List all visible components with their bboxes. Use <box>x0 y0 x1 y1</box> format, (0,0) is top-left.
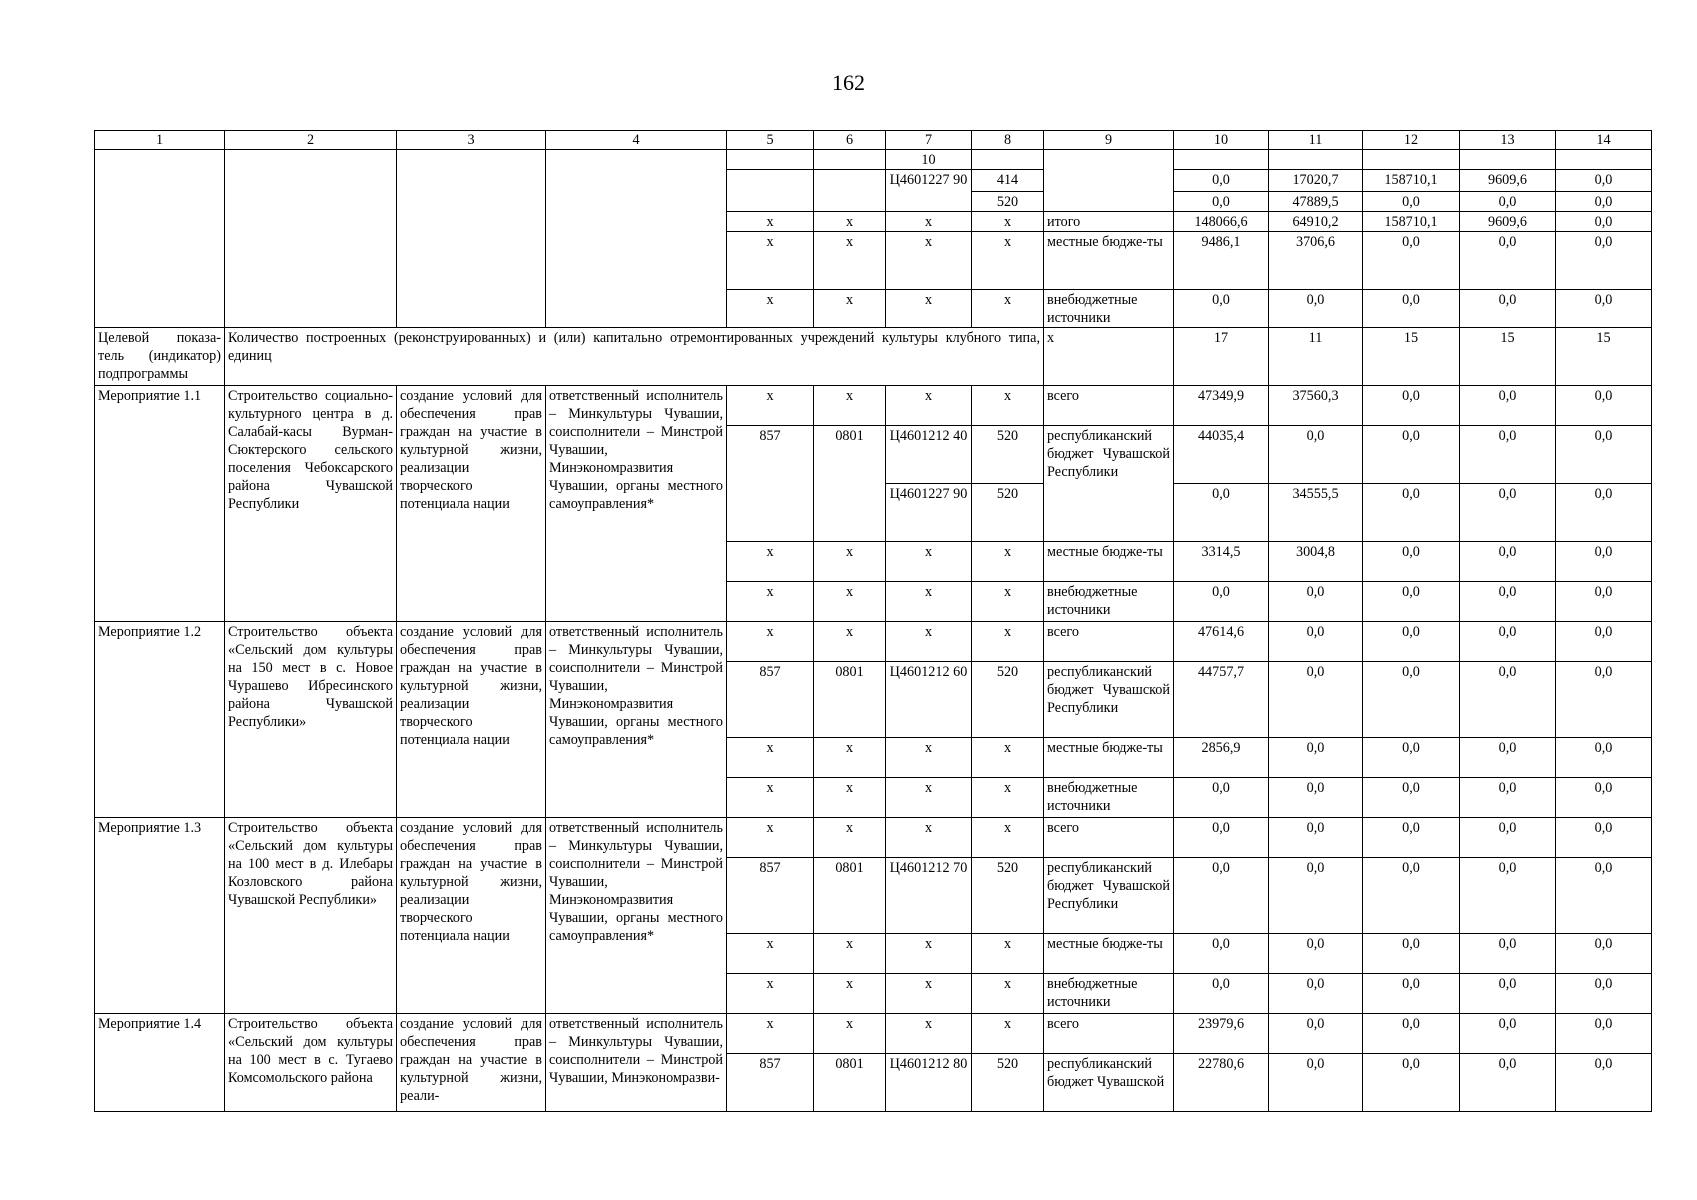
value-cell: 0,0 <box>1460 1054 1556 1112</box>
value-cell: 0,0 <box>1460 974 1556 1014</box>
cell: x <box>972 232 1044 290</box>
cell: 0801 <box>814 662 886 738</box>
source-cell: республиканский бюджет Чувашской Республики <box>1044 426 1174 542</box>
cell: x <box>814 386 886 426</box>
cell: x <box>972 738 1044 778</box>
value-cell: 0,0 <box>1363 974 1460 1014</box>
value-cell: 47349,9 <box>1174 386 1269 426</box>
value-cell: 0,0 <box>1269 290 1363 328</box>
value-cell: 0,0 <box>1556 622 1652 662</box>
cell: x <box>727 212 814 232</box>
source-cell: всего <box>1044 818 1174 858</box>
header-cell: 10 <box>1174 131 1269 150</box>
header-cell: 3 <box>397 131 546 150</box>
table-row <box>95 818 1652 858</box>
cell: x <box>727 934 814 974</box>
event-responsible: ответственный исполнитель – Минкультуры Чувашии, соисполнители – Минстрой Чувашии, Минэкономразви- <box>546 1014 727 1112</box>
cell: 0801 <box>814 1054 886 1112</box>
value-cell: 9609,6 <box>1460 170 1556 192</box>
cell: x <box>727 778 814 818</box>
target-indicator-row <box>95 328 1652 386</box>
source-cell: местные бюдже-ты <box>1044 542 1174 582</box>
value-cell: 0,0 <box>1363 622 1460 662</box>
cell: Ц4601227 90 <box>886 484 972 542</box>
value-cell: 0,0 <box>1460 192 1556 212</box>
source-cell: местные бюдже-ты <box>1044 232 1174 290</box>
cell <box>1363 150 1460 170</box>
event-name: Мероприятие 1.4 <box>95 1014 225 1112</box>
value-cell: 3004,8 <box>1269 542 1363 582</box>
value-cell: 0,0 <box>1460 738 1556 778</box>
value-cell: 158710,1 <box>1363 212 1460 232</box>
value-cell: 0,0 <box>1460 582 1556 622</box>
cell <box>1044 150 1174 212</box>
cell: 520 <box>972 662 1044 738</box>
cell: x <box>972 1014 1044 1054</box>
header-cell: 6 <box>814 131 886 150</box>
cell: x <box>814 212 886 232</box>
cell: 857 <box>727 662 814 738</box>
event-description: Строительство объекта «Сельский дом культуры на 100 мест в с. Тугаево Комсомольского района <box>225 1014 397 1112</box>
event-goal: создание условий для обеспечения прав граждан на участие в культурной жизни, реализации творческого потенциала нации <box>397 622 546 818</box>
cell <box>546 150 727 328</box>
value-cell: 0,0 <box>1269 426 1363 484</box>
value-cell: 0,0 <box>1363 386 1460 426</box>
cell: x <box>886 232 972 290</box>
event-responsible: ответственный исполнитель – Минкультуры Чувашии, соисполнители – Минстрой Чувашии, Минэкономразвития Чувашии, органы местного самоуправления* <box>546 386 727 622</box>
event-goal: создание условий для обеспечения прав граждан на участие в культурной жизни, реализации творческого потенциала нации <box>397 818 546 1014</box>
cell <box>397 150 546 328</box>
value-cell: 47889,5 <box>1269 192 1363 212</box>
cell: Ц4601227 90 <box>886 170 972 212</box>
header-cell: 13 <box>1460 131 1556 150</box>
cell <box>1174 150 1269 170</box>
target-indicator-label: Целевой показа-тель (индикатор) подпрограммы <box>95 328 225 386</box>
event-description: Строительство объекта «Сельский дом культуры на 100 мест в д. Илебары Козловского района Чувашской Республики» <box>225 818 397 1014</box>
header-cell: 7 <box>886 131 972 150</box>
value-cell: 0,0 <box>1556 738 1652 778</box>
value-cell: 0,0 <box>1363 484 1460 542</box>
value-cell: 0,0 <box>1174 858 1269 934</box>
budget-table <box>94 130 1652 1112</box>
cell: x <box>886 778 972 818</box>
value-cell: 15 <box>1556 328 1652 386</box>
header-cell: 14 <box>1556 131 1652 150</box>
value-cell: 0,0 <box>1363 426 1460 484</box>
value-cell: 22780,6 <box>1174 1054 1269 1112</box>
cell: x <box>972 212 1044 232</box>
cell: x <box>886 542 972 582</box>
cell: Ц4601212 40 <box>886 426 972 484</box>
cell: 857 <box>727 1054 814 1112</box>
source-cell: республиканский бюджет Чувашской Республики <box>1044 858 1174 934</box>
value-cell: 0,0 <box>1460 484 1556 542</box>
value-cell: 0,0 <box>1269 974 1363 1014</box>
value-cell: 0,0 <box>1460 542 1556 582</box>
cell <box>727 150 814 170</box>
cell: x <box>727 386 814 426</box>
cell: x <box>972 934 1044 974</box>
value-cell: 0,0 <box>1363 542 1460 582</box>
cell: x <box>972 818 1044 858</box>
cell: x <box>814 582 886 622</box>
source-cell: местные бюдже-ты <box>1044 934 1174 974</box>
cell <box>972 150 1044 170</box>
cell: x <box>886 622 972 662</box>
source-cell: всего <box>1044 386 1174 426</box>
cell: x <box>972 778 1044 818</box>
value-cell: 0,0 <box>1460 426 1556 484</box>
value-cell: 0,0 <box>1363 662 1460 738</box>
value-cell: 0,0 <box>1556 974 1652 1014</box>
value-cell: 34555,5 <box>1269 484 1363 542</box>
value-cell: 0,0 <box>1460 778 1556 818</box>
value-cell: 0,0 <box>1269 818 1363 858</box>
header-cell: 9 <box>1044 131 1174 150</box>
cell: x <box>727 582 814 622</box>
value-cell: 0,0 <box>1174 818 1269 858</box>
cell: x <box>972 974 1044 1014</box>
event-goal: создание условий для обеспечения прав граждан на участие в культурной жизни, реали- <box>397 1014 546 1112</box>
header-cell: 8 <box>972 131 1044 150</box>
cell: Ц4601212 70 <box>886 858 972 934</box>
cell: x <box>727 974 814 1014</box>
value-cell: 17020,7 <box>1269 170 1363 192</box>
value-cell: 0,0 <box>1556 582 1652 622</box>
value-cell: 47614,6 <box>1174 622 1269 662</box>
value-cell: 0,0 <box>1460 386 1556 426</box>
value-cell: 0,0 <box>1269 738 1363 778</box>
value-cell: 0,0 <box>1460 290 1556 328</box>
value-cell: 0,0 <box>1556 934 1652 974</box>
value-cell: 0,0 <box>1556 212 1652 232</box>
cell: x <box>814 974 886 1014</box>
cell: 414 <box>972 170 1044 192</box>
value-cell: 0,0 <box>1460 622 1556 662</box>
value-cell: 0,0 <box>1363 582 1460 622</box>
cell: x <box>727 542 814 582</box>
cell: 857 <box>727 426 814 542</box>
value-cell: 0,0 <box>1174 484 1269 542</box>
cell: x <box>886 212 972 232</box>
value-cell: 0,0 <box>1460 858 1556 934</box>
cell: 520 <box>972 426 1044 484</box>
header-cell: 11 <box>1269 131 1363 150</box>
cell <box>1460 150 1556 170</box>
source-cell: внебюджетные источники <box>1044 290 1174 328</box>
value-cell: 0,0 <box>1556 426 1652 484</box>
value-cell: 0,0 <box>1363 192 1460 212</box>
cell: x <box>886 386 972 426</box>
cell: 857 <box>727 858 814 934</box>
value-cell: 0,0 <box>1269 858 1363 934</box>
cell: x <box>886 1014 972 1054</box>
cell: x <box>814 778 886 818</box>
page-number: 162 <box>832 70 865 95</box>
cell: x <box>814 622 886 662</box>
event-goal: создание условий для обеспечения прав граждан на участие в культурной жизни, реализации творческого потенциала нации <box>397 386 546 622</box>
cell: Ц4601212 80 <box>886 1054 972 1112</box>
header-cell: 2 <box>225 131 397 150</box>
value-cell: 0,0 <box>1269 582 1363 622</box>
cell: x <box>886 974 972 1014</box>
source-cell: внебюджетные источники <box>1044 974 1174 1014</box>
event-responsible: ответственный исполнитель – Минкультуры Чувашии, соисполнители – Минстрой Чувашии, Минэкономразвития Чувашии, органы местного самоуправления* <box>546 818 727 1014</box>
value-cell: 0,0 <box>1556 232 1652 290</box>
source-cell: итого <box>1044 212 1174 232</box>
event-description: Строительство объекта «Сельский дом культуры на 150 мест в с. Новое Чурашево Ибресинского района Чувашской Республики» <box>225 622 397 818</box>
value-cell: 44035,4 <box>1174 426 1269 484</box>
cell <box>814 170 886 212</box>
cell: x <box>972 290 1044 328</box>
value-cell: 17 <box>1174 328 1269 386</box>
value-cell: 9486,1 <box>1174 232 1269 290</box>
cell: 0801 <box>814 858 886 934</box>
value-cell: 0,0 <box>1460 818 1556 858</box>
value-cell: 0,0 <box>1269 778 1363 818</box>
event-name: Мероприятие 1.1 <box>95 386 225 622</box>
cell: x <box>727 738 814 778</box>
value-cell: 44757,7 <box>1174 662 1269 738</box>
value-cell: 0,0 <box>1556 386 1652 426</box>
cell <box>225 150 397 328</box>
cell: x <box>814 542 886 582</box>
cell: x <box>727 290 814 328</box>
value-cell: 0,0 <box>1363 934 1460 974</box>
cell: 520 <box>972 1054 1044 1112</box>
value-cell: 158710,1 <box>1363 170 1460 192</box>
cell: x <box>727 622 814 662</box>
value-cell: 15 <box>1460 328 1556 386</box>
source-cell: республиканский бюджет Чувашской Республики <box>1044 662 1174 738</box>
value-cell: 0,0 <box>1174 974 1269 1014</box>
cell: 520 <box>972 484 1044 542</box>
source-cell: внебюджетные источники <box>1044 582 1174 622</box>
table-row <box>95 150 1652 170</box>
cell: x <box>886 290 972 328</box>
value-cell: 0,0 <box>1363 1054 1460 1112</box>
event-name: Мероприятие 1.2 <box>95 622 225 818</box>
value-cell: 0,0 <box>1174 582 1269 622</box>
header-cell: 1 <box>95 131 225 150</box>
value-cell: 0,0 <box>1556 484 1652 542</box>
event-name: Мероприятие 1.3 <box>95 818 225 1014</box>
cell: x <box>886 738 972 778</box>
value-cell: 0,0 <box>1556 818 1652 858</box>
value-cell: 0,0 <box>1363 818 1460 858</box>
value-cell: 0,0 <box>1269 662 1363 738</box>
value-cell: 0,0 <box>1556 1054 1652 1112</box>
cell: x <box>727 232 814 290</box>
value-cell: 0,0 <box>1174 934 1269 974</box>
cell: x <box>727 1014 814 1054</box>
value-cell: 0,0 <box>1460 662 1556 738</box>
value-cell: 11 <box>1269 328 1363 386</box>
table-row <box>95 386 1652 426</box>
value-cell: 0,0 <box>1269 1054 1363 1112</box>
event-description: Строительство социально-культурного центра в д. Салабай-касы Вурман-Сюктерского сельского поселения Чебоксарского района Чувашской Республики <box>225 386 397 622</box>
cell: Ц4601212 60 <box>886 662 972 738</box>
value-cell: 0,0 <box>1556 170 1652 192</box>
cell: x <box>814 1014 886 1054</box>
value-cell: 0,0 <box>1363 738 1460 778</box>
value-cell: 148066,6 <box>1174 212 1269 232</box>
value-cell: 0,0 <box>1363 290 1460 328</box>
cell: x <box>727 818 814 858</box>
table-row <box>95 622 1652 662</box>
cell: 0801 <box>814 426 886 542</box>
value-cell: 0,0 <box>1363 858 1460 934</box>
value-cell: 0,0 <box>1556 542 1652 582</box>
cell: x <box>972 582 1044 622</box>
cell: x <box>814 290 886 328</box>
cell: x <box>814 232 886 290</box>
header-row <box>95 131 1652 150</box>
value-cell: 0,0 <box>1363 232 1460 290</box>
header-cell: 4 <box>546 131 727 150</box>
source-cell: всего <box>1044 622 1174 662</box>
value-cell: 23979,6 <box>1174 1014 1269 1054</box>
value-cell: 0,0 <box>1460 934 1556 974</box>
cell: x <box>814 738 886 778</box>
cell: 520 <box>972 192 1044 212</box>
value-cell: 2856,9 <box>1174 738 1269 778</box>
cell: 520 <box>972 858 1044 934</box>
cell <box>814 150 886 170</box>
value-cell: 9609,6 <box>1460 212 1556 232</box>
source-cell: местные бюдже-ты <box>1044 738 1174 778</box>
cell <box>95 150 225 328</box>
cell: x <box>1044 328 1174 386</box>
header-cell: 5 <box>727 131 814 150</box>
cell <box>1269 150 1363 170</box>
value-cell: 0,0 <box>1556 662 1652 738</box>
value-cell: 3706,6 <box>1269 232 1363 290</box>
cell: x <box>972 622 1044 662</box>
value-cell: 0,0 <box>1269 1014 1363 1054</box>
value-cell: 0,0 <box>1174 192 1269 212</box>
cell: 10 <box>886 150 972 170</box>
value-cell: 0,0 <box>1363 1014 1460 1054</box>
cell: x <box>972 386 1044 426</box>
value-cell: 15 <box>1363 328 1460 386</box>
value-cell: 0,0 <box>1556 858 1652 934</box>
header-cell: 12 <box>1363 131 1460 150</box>
target-indicator-text: Количество построенных (реконструированных) и (или) капитально отремонтированных учреждений культуры клубного типа, единиц <box>225 328 1044 386</box>
value-cell: 0,0 <box>1460 232 1556 290</box>
value-cell: 0,0 <box>1174 170 1269 192</box>
cell: x <box>886 582 972 622</box>
cell: x <box>886 818 972 858</box>
value-cell: 0,0 <box>1174 290 1269 328</box>
table-row <box>95 1014 1652 1054</box>
cell: x <box>886 934 972 974</box>
value-cell: 0,0 <box>1269 622 1363 662</box>
value-cell: 0,0 <box>1556 778 1652 818</box>
cell <box>1556 150 1652 170</box>
event-responsible: ответственный исполнитель – Минкультуры Чувашии, соисполнители – Минстрой Чувашии, Минэкономразвития Чувашии, органы местного самоуправления* <box>546 622 727 818</box>
value-cell: 0,0 <box>1269 934 1363 974</box>
value-cell: 0,0 <box>1556 192 1652 212</box>
value-cell: 64910,2 <box>1269 212 1363 232</box>
source-cell: внебюджетные источники <box>1044 778 1174 818</box>
cell <box>727 170 814 212</box>
source-cell: всего <box>1044 1014 1174 1054</box>
value-cell: 0,0 <box>1174 778 1269 818</box>
value-cell: 0,0 <box>1363 778 1460 818</box>
value-cell: 0,0 <box>1556 290 1652 328</box>
value-cell: 3314,5 <box>1174 542 1269 582</box>
cell: x <box>972 542 1044 582</box>
source-cell: республиканский бюджет Чувашской <box>1044 1054 1174 1112</box>
cell: x <box>814 934 886 974</box>
value-cell: 37560,3 <box>1269 386 1363 426</box>
value-cell: 0,0 <box>1556 1014 1652 1054</box>
cell: x <box>814 818 886 858</box>
value-cell: 0,0 <box>1460 1014 1556 1054</box>
